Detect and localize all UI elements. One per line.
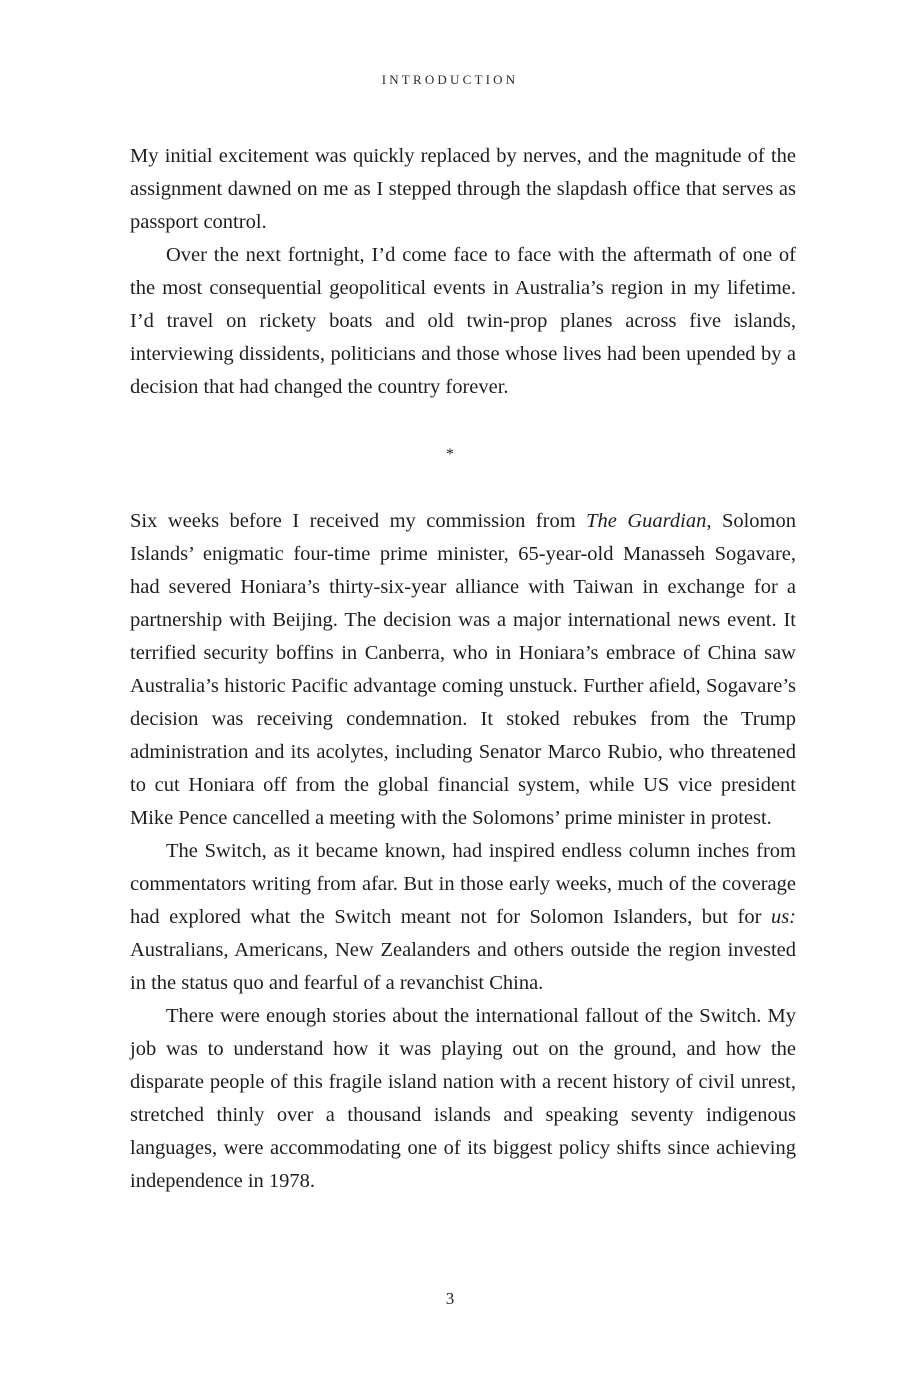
emphasis-text: us: bbox=[770, 906, 796, 928]
page-number: 3 bbox=[445, 1289, 455, 1308]
paragraph-text: , Solomon Islands’ enigmatic four-time prime minister, 65-year-old Manasseh Sogavare, had severed Honiara’s thirty-six-year alliance with Taiwan in exchange for a partnership with Beijing. The decision was a major international news event. It terrified security boffins in Canberra, who in Honiara’s embrace of China saw Australia’s historic Pacific advantage coming unstuck. Further afield, Sogavare’s decision was receiving condemnation. It stoked rebukes from the Trump administration and its acolytes, including Senator Marco Rubio, who threatened to cut Honiara off from the global financial system, while US vice president Mike Pence cancelled a meeting with the Solomons’ prime minister in protest. bbox=[130, 510, 796, 829]
paragraph bbox=[130, 505, 796, 835]
section-break-asterisk: * bbox=[446, 446, 454, 463]
paragraph-text: The Switch, as it became known, had inspired endless column inches from commentators writing from afar. But in those early weeks, much of the coverage had explored what the Switch meant not for Solomon Islanders, but for bbox=[130, 840, 796, 928]
paragraph bbox=[130, 835, 796, 1000]
paragraph-text: Six weeks before I received my commission from bbox=[130, 510, 587, 532]
body-text-section-2 bbox=[130, 505, 796, 1198]
paragraph: My initial excitement was quickly replaced by nerves, and the magnitude of the assignment dawned on me as I stepped through the slapdash office that serves as passport control. bbox=[130, 145, 796, 233]
paragraph: Over the next fortnight, I’d come face to face with the aftermath of one of the most consequential geopolitical events in Australia’s region in my lifetime. I’d travel on rickety boats and old twin-prop planes across five islands, interviewing dissidents, politicians and those whose lives had been upended by a decision that had changed the country forever. bbox=[130, 244, 796, 398]
paragraph: There were enough stories about the international fallout of the Switch. My job was to understand how it was playing out on the ground, and how the disparate people of this fragile island nation with a recent history of civil unrest, stretched thinly over a thousand islands and speaking seventy indigenous languages, were accommodating one of its biggest policy shifts since achieving independence in 1978. bbox=[130, 1005, 796, 1192]
running-head: INTRODUCTION bbox=[381, 72, 519, 87]
paragraph-text: Australians, Americans, New Zealanders and others outside the region invested in the status quo and fearful of a revanchist China. bbox=[130, 939, 796, 994]
body-text-section-1 bbox=[130, 140, 796, 404]
publication-title: The Guardian bbox=[586, 510, 707, 532]
